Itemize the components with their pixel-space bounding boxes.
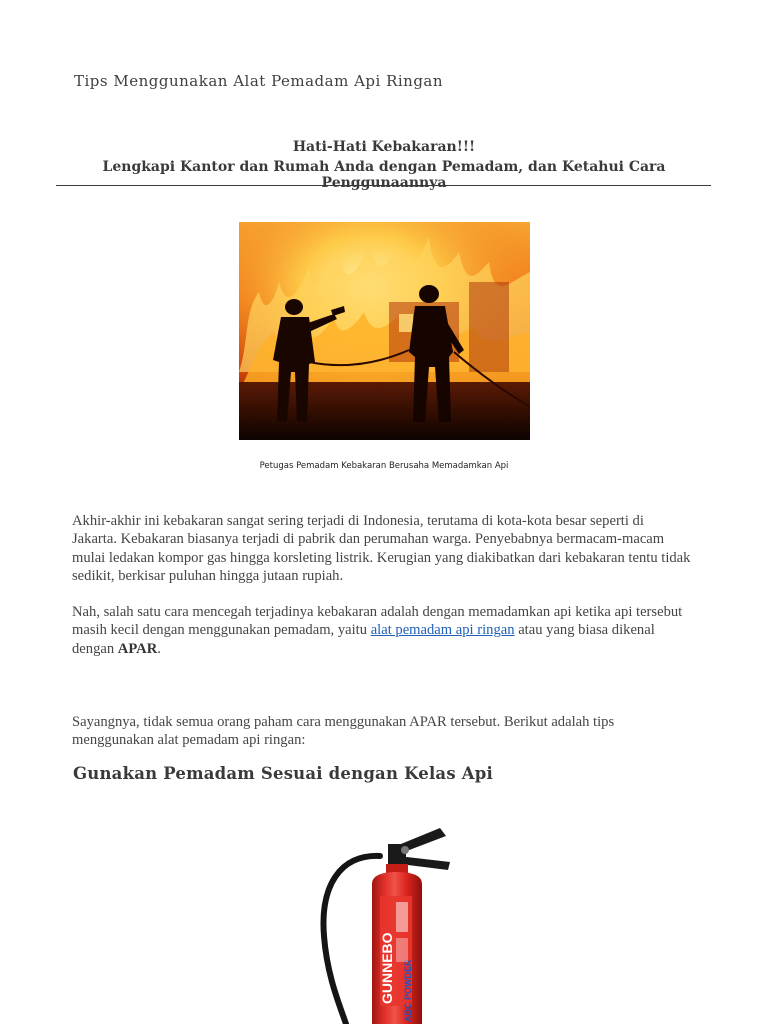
paragraph-tips-intro: Sayangnya, tidak semua orang paham cara menggunakan APAR tersebut. Berikut adalah tips menggunakan alat pemadam api ringan: — [72, 714, 615, 749]
paragraph-apar-text-1: Nah, salah satu cara mencegah terjadinya kebakaran adalah dengan memadamkan api ketika api tersebut masih kecil dengan menggunakan pemadam, yaitu — [72, 604, 683, 639]
section-heading: Gunakan Pemadam Sesuai dengan Kelas Api — [73, 764, 493, 783]
headline-subtitle: Lengkapi Kantor dan Rumah Anda dengan Pemadam, dan Ketahui Cara Penggunaannya — [102, 159, 666, 191]
headline-warning: Hati-Hati Kebakaran!!! — [292, 139, 476, 155]
image-caption: Petugas Pemadam Kebakaran Berusaha Memadamkan Api — [259, 461, 509, 471]
extinguisher-side-label: ABC POWDER — [403, 959, 413, 1022]
fire-fighters-photo — [239, 222, 530, 440]
fire-extinguisher-photo — [300, 826, 470, 1024]
apar-link[interactable]: alat pemadam api ringan — [370, 622, 515, 639]
apar-bold-term: APAR — [117, 640, 158, 657]
paragraph-apar-text-3: . — [157, 640, 161, 657]
paragraph-apar — [72, 603, 692, 658]
extinguisher-brand: GUNNEBO — [379, 932, 395, 1004]
horizontal-rule — [56, 185, 711, 186]
paragraph-apar-text-2: atau yang biasa dikenal dengan — [72, 622, 655, 657]
paragraph-intro: Akhir-akhir ini kebakaran sangat sering terjadi di Indonesia, terutama di kota-kota besar seperti di Jakarta. Kebakaran biasanya terjadi di pabrik dan perumahan warga. Penyebabnya bermacam-macam mulai ledakan kompor gas hingga korsleting listrik. Kerugian yang diakibatkan dari kebakaran tentu tidak sedikit, berkisar puluhan hingga jutaan rupiah. — [72, 513, 691, 584]
document-title: Tips Menggunakan Alat Pemadam Api Ringan — [74, 72, 444, 90]
